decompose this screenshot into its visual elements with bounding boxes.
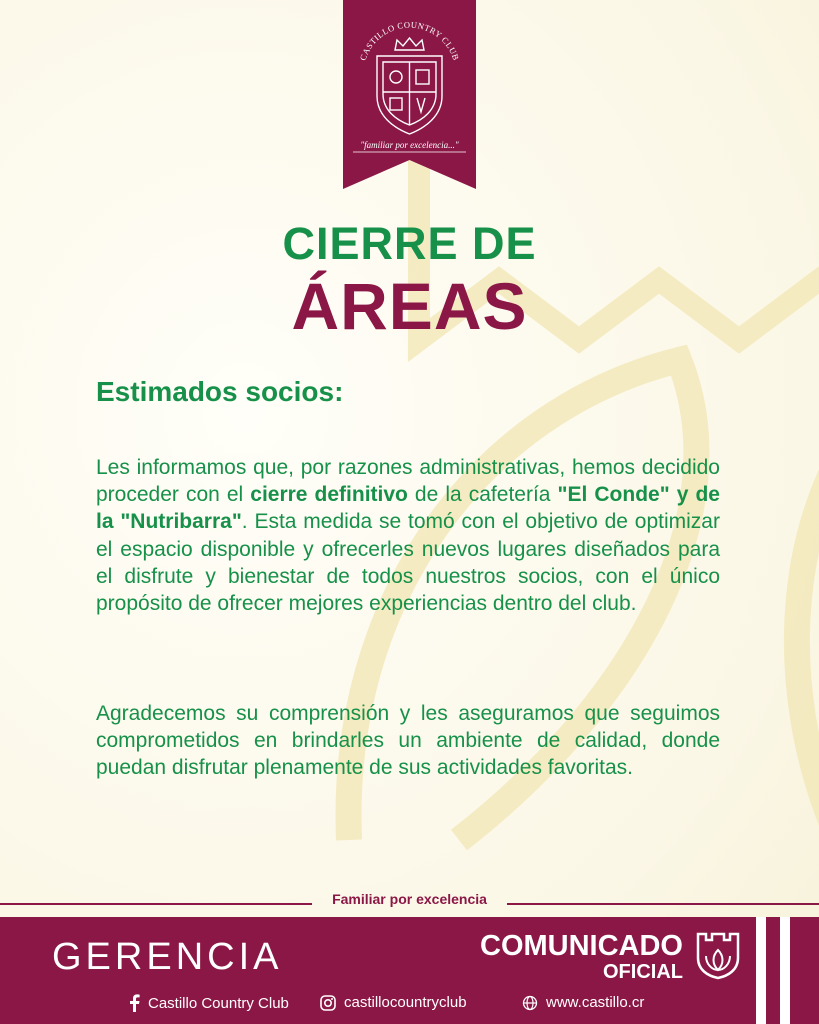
department-label: GERENCIA [52, 936, 283, 978]
contact-facebook[interactable] [128, 994, 289, 1012]
facebook-icon [128, 994, 140, 1012]
paragraph-2: Agradecemos su comprensión y les aseguramos que seguimos comprometidos en brindarles un ambiente de calidad, donde puedan disfrutar plenamente de sus actividades favoritas. [96, 702, 720, 780]
contact-instagram[interactable] [320, 994, 467, 1011]
paragraph-1-text-a: Les informamos que, por razones administrativas, hemos decidido proceder con el [96, 456, 720, 507]
notice-subtitle: OFICIAL [603, 961, 683, 983]
paragraph-1-bold-closure: cierre definitivo [250, 483, 408, 507]
club-motto: "familiar por excelencia..." [360, 140, 459, 150]
club-name-arc: CASTILLO COUNTRY CLUB [357, 19, 462, 62]
contact-website-label: www.castillo.cr [546, 994, 645, 1011]
paragraph-1 [96, 454, 720, 617]
contact-instagram-label: castillocountryclub [344, 994, 467, 1011]
paragraph-1-text-c: de la cafetería [407, 483, 558, 507]
contact-facebook-label: Castillo Country Club [148, 994, 289, 1012]
title-line-2: ÁREAS [291, 269, 528, 343]
paragraph-1-text-e: . Esta medida se tomó con el objetivo de optimizar el espacio disponible y ofrecerles nuevos lugares diseñados para el disfrute y bienestar de todos nuestros socios, con el único propósito de ofrecer mejores experiencias dentro del club. [96, 510, 720, 616]
greeting: Estimados socios: [96, 376, 344, 407]
globe-icon [522, 995, 538, 1011]
footer-stripe-right [780, 917, 790, 1024]
club-crest-banner [343, 0, 476, 189]
notice-title: COMUNICADO [480, 930, 683, 962]
contact-website[interactable] [522, 994, 644, 1011]
title-line-1: CIERRE DE [282, 218, 537, 269]
instagram-icon [320, 995, 336, 1011]
castle-shield-icon [694, 930, 742, 980]
paragraph-1-bold-venues: "El Conde" y de la "Nutribarra" [96, 483, 720, 534]
tagline: Familiar por excelencia [332, 891, 487, 907]
footer-stripe-left [756, 917, 766, 1024]
